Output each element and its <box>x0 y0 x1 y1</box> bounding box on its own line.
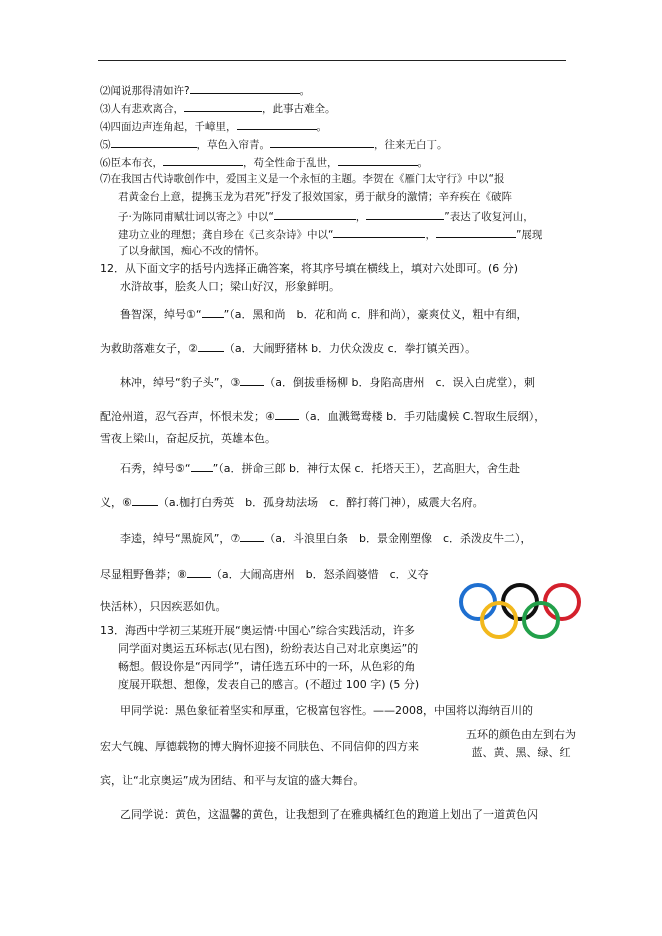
ring-black <box>503 585 537 619</box>
olympic-rings-image <box>456 582 586 642</box>
answer-blank[interactable] <box>191 460 213 472</box>
q12-lu-line-1: 鲁智深，绰号①“ ”（a．黑和尚 b．花和尚 c．胖和尚），豪爽仗义，粗中有细， <box>120 308 528 321</box>
q13-jia-line-1: 甲同学说：黑色象征着坚实和厚重，它极富包容性。——2008，中国将以海纳百川的 <box>120 704 533 717</box>
q11-item-4: ⑷四面边声连角起，千嶂里， 。 <box>100 118 327 134</box>
answer-blank[interactable] <box>132 494 158 506</box>
answer-blank[interactable] <box>338 154 418 166</box>
rings-caption-line-2: 蓝、黄、黑、绿、红 <box>471 746 571 759</box>
ring-yellow <box>482 603 516 637</box>
answer-blank[interactable] <box>240 374 264 386</box>
answer-blank[interactable] <box>275 408 299 420</box>
answer-blank[interactable] <box>163 154 243 166</box>
answer-blank[interactable] <box>202 306 224 318</box>
answer-blank[interactable] <box>187 566 211 578</box>
answer-blank[interactable] <box>111 136 197 148</box>
q11-item-7-line-3: 子·为陈同甫赋壮词以寄之》中以“ ， ”表达了收复河山， <box>118 208 534 224</box>
answer-blank[interactable] <box>274 208 356 220</box>
q13-jia-line-3: 宾，让“北京奥运”成为团结、和平与友谊的盛大舞台。 <box>100 774 365 787</box>
q11-item-7-line-1: ⑺在我国古代诗歌创作中，爱国主义是一个永恒的主题。李贺在《雁门太守行》中以“报 <box>100 173 505 185</box>
q12-lin-line-2: 配沧州道，忍气吞声，怀恨未发；④ （a．血溅鸳鸯楼 b．手刃陆虞候 C.智取生辰纲）， <box>100 410 546 423</box>
q12-title: 12．从下面文字的括号内选择正确答案，将其序号填在横线上，填对六处即可。(6 分) <box>100 262 519 275</box>
header-rule <box>98 60 566 61</box>
answer-blank[interactable] <box>184 100 262 112</box>
q13-yi-line-1: 乙同学说：黄色，这温馨的黄色，让我想到了在雅典橘红色的跑道上划出了一道黄色闪 <box>120 808 538 821</box>
q11-item-5: ⑸ ，草色入帘青。 ，往来无白丁。 <box>100 136 448 152</box>
q11-item-6: ⑹臣本布衣， ，苟全性命于乱世， 。 <box>100 154 428 170</box>
q12-intro: 水浒故事，脍炙人口；梁山好汉，形象鲜明。 <box>120 280 340 293</box>
q12-shi-line-2: 义，⑥ （a.枷打白秀英 b．孤身劫法场 c．醉打蒋门神），威震大名府。 <box>100 496 484 509</box>
q13-line-2: 同学面对奥运五环标志(见右图)，纷纷表达自己对北京奥运”的 <box>118 642 419 655</box>
q11-item-7-line-4: 建功立业的理想；龚自珍在《己亥杂诗》中以“ ， ”展现 <box>118 226 542 242</box>
q12-lin-line-1: 林冲，绰号“豹子头”，③ （a．倒拔垂杨柳 b．身陷高唐州 c．误入白虎堂），刺 <box>120 376 536 389</box>
q12-lu-line-2: 为救助落难女子，② （a．大闹野猪林 b．力伏众泼皮 c．拳打镇关西）。 <box>100 342 477 355</box>
q11-item-7-line-5: 了以身献国，痴心不改的情怀。 <box>118 245 265 257</box>
answer-blank[interactable] <box>436 226 516 238</box>
answer-blank[interactable] <box>198 340 224 352</box>
q11-item-7-line-2: 君黄金台上意，提携玉龙为君死”抒发了报效国家，勇于献身的激情；辛弃疾在《破阵 <box>118 191 512 203</box>
rings-caption-line-1: 五环的颜色由左到右为 <box>466 728 576 741</box>
answer-blank[interactable] <box>270 136 374 148</box>
q13-line-1: 13．海西中学初三某班开展“奥运情·中国心”综合实践活动，许多 <box>100 624 415 637</box>
q12-li-line-3: 快活林），只因疾恶如仇。 <box>100 600 227 613</box>
q12-li-line-2: 尽显粗野鲁莽；⑧ （a．大闹高唐州 b．怒杀阎婆惜 c．义夺 <box>100 568 429 581</box>
q13-line-4: 度展开联想、想像，发表自己的感言。(不超过 100 字) (5 分) <box>118 678 420 691</box>
q12-shi-line-1: 石秀，绰号⑤“ ”（a．拼命三郎 b．神行太保 c．托塔天王），艺高胆大，舍生赴 <box>120 462 521 475</box>
ring-green <box>524 603 558 637</box>
q13-line-3: 畅想。假设你是“丙同学”，请任选五环中的一环，从色彩的角 <box>118 660 416 673</box>
answer-blank[interactable] <box>237 118 317 130</box>
answer-blank[interactable] <box>190 82 300 94</box>
answer-blank[interactable] <box>333 226 425 238</box>
answer-blank[interactable] <box>366 208 444 220</box>
q12-li-line-1: 李逵，绰号“黑旋风”，⑦ （a．斗浪里白条 b．景金刚塑像 c．杀泼皮牛二）， <box>120 532 532 545</box>
q12-lin-line-3: 雪夜上梁山，奋起反抗，英雄本色。 <box>100 432 276 445</box>
q11-item-2: ⑵闻说那得清如许? 。 <box>100 82 310 98</box>
ring-blue <box>461 585 495 619</box>
answer-blank[interactable] <box>240 530 264 542</box>
ring-red <box>545 585 579 619</box>
q11-item-3: ⑶人有悲欢离合， ，此事古难全。 <box>100 100 336 116</box>
q13-jia-line-2: 宏大气魄、厚德载物的博大胸怀迎接不同肤色、不同信仰的四方来 <box>100 740 419 753</box>
